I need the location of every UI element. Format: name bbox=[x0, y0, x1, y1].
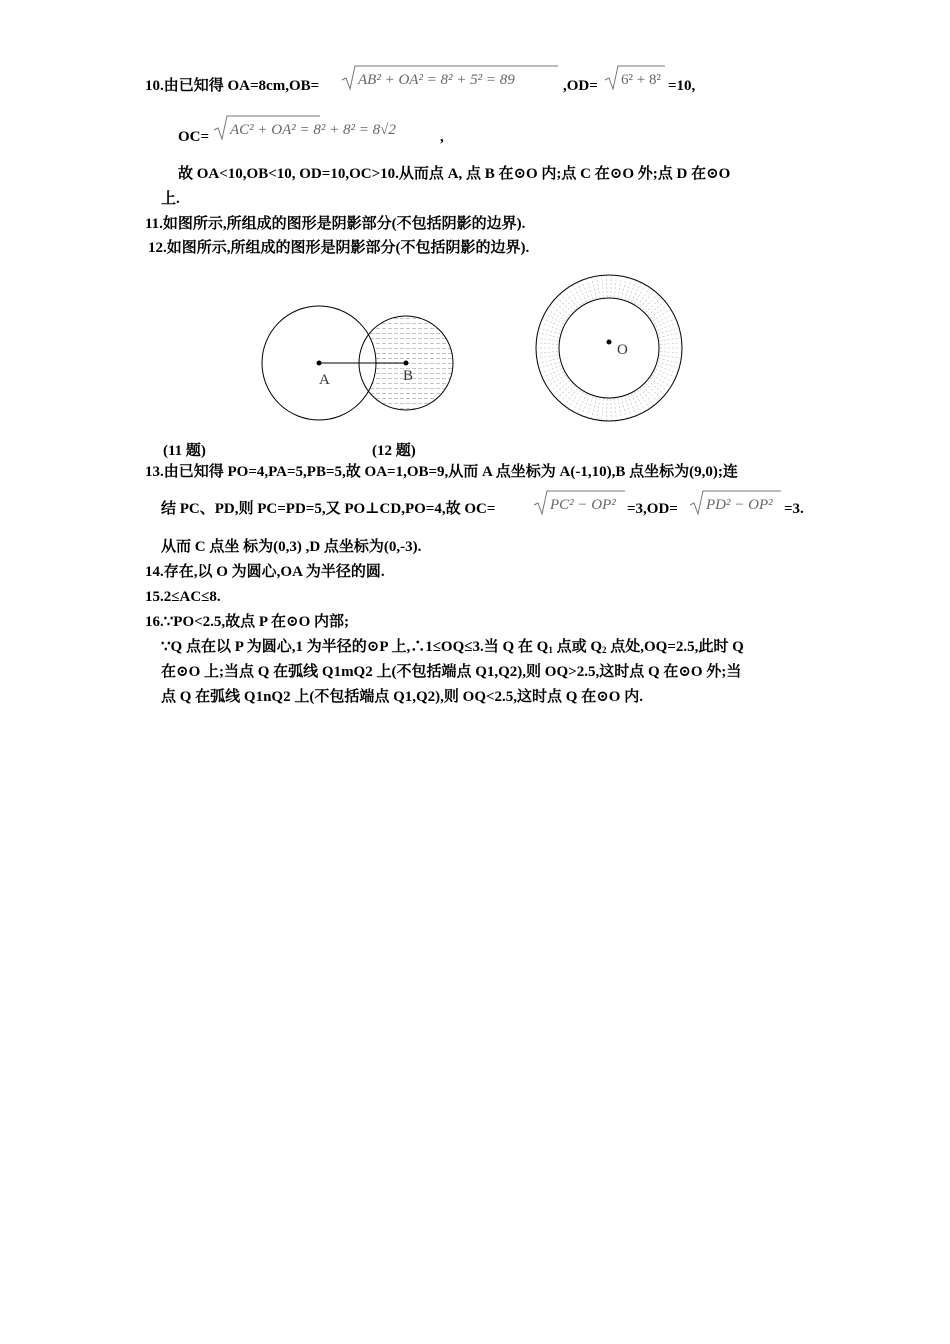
fig12-hatch-line bbox=[582, 281, 590, 300]
fig12-hatch-line bbox=[582, 395, 590, 414]
fig12-hatch-line bbox=[652, 310, 670, 321]
fig12-hatch-line bbox=[643, 294, 657, 310]
fig12-hatch-line bbox=[539, 359, 560, 363]
q10-comma: , bbox=[440, 129, 444, 145]
fig12-hatch-line bbox=[614, 399, 616, 420]
fig12-hatch-line bbox=[577, 283, 586, 302]
fig12-hatch-line bbox=[625, 280, 631, 300]
fig12-hatch-line bbox=[548, 375, 566, 386]
q14-text: 14.存在,以 O 为圆心,OA 为半径的圆. bbox=[145, 564, 385, 580]
q16-sub-2: 2 bbox=[602, 645, 607, 655]
q13-line2-c: =3. bbox=[784, 501, 804, 517]
fig12-hatch-line bbox=[656, 369, 675, 378]
figure-12 bbox=[526, 268, 691, 433]
fig12-hatch-line bbox=[652, 375, 670, 386]
q10-formula-od-text: 6² + 8² bbox=[621, 72, 661, 88]
fig12-hatch-line bbox=[538, 355, 559, 358]
fig12-hatch-line bbox=[592, 397, 597, 417]
fig12-hatch-line bbox=[587, 280, 593, 300]
q16-line2-a: ∵Q 点在以 P 为圆心,1 为半径的⊙P 上,∴1≤OQ≤3.当 Q 在 Q bbox=[161, 639, 549, 655]
q10-line2-end bbox=[440, 127, 444, 147]
fig12-hatch-line bbox=[548, 310, 566, 321]
q16-line2-b: 点或 Q bbox=[552, 639, 603, 655]
fig12-hatch-line bbox=[551, 378, 568, 390]
fig12-hatch-line bbox=[606, 276, 607, 297]
fig12-hatch-line bbox=[618, 398, 622, 419]
q10-line1 bbox=[145, 76, 319, 96]
fig12-hatch-line bbox=[611, 276, 612, 297]
q13-formula-oc-text: PC² − OP² bbox=[550, 497, 616, 513]
fig12-hatch-line bbox=[577, 394, 586, 413]
fig12-hatch-line bbox=[660, 343, 681, 344]
fig12-hatch-line bbox=[660, 352, 681, 353]
q10-formula-ob-text: AB² + OA² = 8² + 5² = 89 bbox=[358, 72, 515, 88]
fig12-hatch-line bbox=[573, 392, 584, 410]
q16-sub-1: 1 bbox=[548, 645, 553, 655]
fig12-hatch-line bbox=[554, 381, 570, 394]
fig12-hatch-line bbox=[628, 281, 636, 300]
fig12-hatch-line bbox=[587, 397, 593, 417]
fig12-hatch-line bbox=[543, 369, 562, 378]
fig12-hatch-line bbox=[638, 288, 650, 305]
fig12-label-o: O bbox=[617, 342, 628, 358]
figure-11 bbox=[250, 296, 460, 436]
fig12-hatch-line bbox=[656, 319, 675, 328]
q10-od-label bbox=[563, 76, 598, 96]
q10-formula-oc bbox=[212, 112, 444, 142]
fig12-hatch-line bbox=[659, 359, 680, 363]
fig11-caption: (11 题) bbox=[163, 443, 206, 459]
fig12-hatch-line bbox=[551, 306, 568, 318]
q13-formula-oc bbox=[532, 487, 628, 517]
fig12-hatch-line bbox=[631, 283, 640, 302]
fig12-hatch-line bbox=[625, 397, 631, 417]
fig12-point-o bbox=[607, 340, 612, 345]
fig12-hatch-line bbox=[654, 372, 673, 382]
q13-line2-a: 结 PC、PD,则 PC=PD=5,又 PO⊥CD,PO=4,故 OC= bbox=[161, 501, 496, 517]
fig12-hatch-line bbox=[643, 386, 657, 402]
fig12-hatch-line bbox=[621, 397, 626, 417]
q10-formula-ob bbox=[340, 62, 562, 92]
q10-formula-oc-text: AC² + OA² = 8² + 8² = 8√2 bbox=[230, 122, 396, 138]
fig12-hatch-line bbox=[650, 378, 667, 390]
fig12-hatch-line bbox=[640, 291, 653, 308]
q10-text-a: 10.由已知得 OA=8cm,OB= bbox=[145, 78, 320, 94]
fig12-hatch-line bbox=[650, 306, 667, 318]
fig12-hatch-line bbox=[621, 278, 626, 298]
fig11-label-a: A bbox=[319, 372, 330, 388]
q10-formula-od bbox=[603, 62, 667, 92]
fig12-hatch-line bbox=[611, 399, 612, 420]
fig12-hatch-line bbox=[606, 399, 607, 420]
q12-text: 12.如图所示,所组成的图形是阴影部分(不包括阴影的边界). bbox=[148, 240, 530, 256]
fig11-point-a bbox=[317, 361, 322, 366]
fig11-point-b bbox=[404, 361, 409, 366]
q10-line4: 上. bbox=[161, 191, 180, 207]
fig12-hatch-line bbox=[545, 372, 564, 382]
fig12-hatch-line bbox=[561, 386, 575, 402]
fig12-hatch-line bbox=[648, 381, 664, 394]
fig12-caption: (12 题) bbox=[372, 443, 416, 459]
fig12-hatch-line bbox=[618, 277, 622, 298]
fig12-hatch-line bbox=[573, 286, 584, 304]
q13-line1: 13.由已知得 PO=4,PA=5,PB=5,故 OA=1,OB=9,从而 A 点坐标为 A(-1,10),B 点坐标为(9,0);连 bbox=[145, 464, 738, 480]
fig12-hatch-line bbox=[537, 352, 558, 353]
q10-od-value bbox=[668, 76, 695, 96]
q15-text: 15.2≤AC≤8. bbox=[145, 589, 221, 605]
fig12-hatch-line bbox=[638, 390, 650, 407]
fig12-hatch-line bbox=[539, 333, 560, 337]
fig12-hatch-line bbox=[545, 314, 564, 324]
q16-line4: 点 Q 在弧线 Q1nQ2 上(不包括端点 Q1,Q2),则 OQ<2.5,这时点 Q 在⊙O 内. bbox=[161, 689, 643, 705]
q10-line3: 故 OA<10,OB<10, OD=10,OC>10.从而点 A, 点 B 在⊙O 内;点 C 在⊙O 外;点 D 在⊙O bbox=[178, 166, 731, 182]
fig12-hatch-line bbox=[561, 294, 575, 310]
fig12-hatch-line bbox=[648, 302, 664, 315]
q10-line2-label bbox=[178, 127, 209, 147]
fig12-hatch-line bbox=[557, 298, 572, 313]
q16-line2 bbox=[161, 637, 744, 660]
fig12-hatch-line bbox=[635, 286, 646, 304]
fig12-hatch-line bbox=[601, 399, 603, 420]
fig12-hatch-line bbox=[596, 277, 600, 298]
fig12-hatch-line bbox=[543, 319, 562, 328]
fig12-hatch-line bbox=[565, 291, 578, 308]
fig12-hatch-line bbox=[628, 395, 636, 414]
fig12-hatch-line bbox=[646, 298, 661, 313]
q10-oc-label: OC= bbox=[178, 129, 210, 145]
fig12-hatch-line bbox=[660, 355, 681, 358]
q16-line3: 在⊙O 上;当点 Q 在弧线 Q1mQ2 上(不包括端点 Q1,Q2),则 OQ>2.5,这时点 Q 在⊙O 外;当 bbox=[161, 664, 742, 680]
fig12-hatch-line bbox=[659, 333, 680, 337]
q13-line3: 从而 C 点坐 标为(0,3) ,D 点坐标为(0,-3). bbox=[161, 539, 422, 555]
q11-text: 11.如图所示,所组成的图形是阴影部分(不包括阴影的边界). bbox=[145, 216, 526, 232]
q13-formula-od-text: PD² − OP² bbox=[706, 497, 773, 513]
fig12-hatch-line bbox=[565, 388, 578, 405]
fig12-hatch-line bbox=[631, 394, 640, 413]
fig12-hatch-line bbox=[614, 276, 616, 297]
fig11-label-b: B bbox=[403, 368, 414, 384]
fig12-hatch-line bbox=[569, 390, 581, 407]
q10-text-b: ,OD= bbox=[563, 78, 598, 94]
fig12-hatch-line bbox=[592, 278, 597, 298]
fig12-hatch-line bbox=[538, 338, 559, 341]
fig12-hatch-line bbox=[596, 398, 600, 419]
fig12-hatch-line bbox=[557, 383, 572, 398]
fig12-hatch-line bbox=[601, 276, 603, 297]
fig12-hatch-line bbox=[640, 388, 653, 405]
fig12-hatch-line bbox=[646, 383, 661, 398]
q13-line2-b: =3,OD= bbox=[627, 501, 678, 517]
q16-line2-c: 点处,OQ=2.5,此时 Q bbox=[606, 639, 744, 655]
q10-text-c: =10, bbox=[668, 78, 696, 94]
fig12-inner-circle bbox=[559, 298, 659, 398]
fig12-hatch-line bbox=[635, 392, 646, 410]
fig12-hatch-line bbox=[537, 343, 558, 344]
fig12-hatch-line bbox=[654, 314, 673, 324]
q13-formula-od bbox=[688, 487, 784, 517]
fig12-hatch-line bbox=[569, 288, 581, 305]
fig12-hatch-line bbox=[554, 302, 570, 315]
fig12-hatch-line bbox=[660, 338, 681, 341]
q16-line1: 16.∵PO<2.5,故点 P 在⊙O 内部; bbox=[145, 614, 349, 630]
